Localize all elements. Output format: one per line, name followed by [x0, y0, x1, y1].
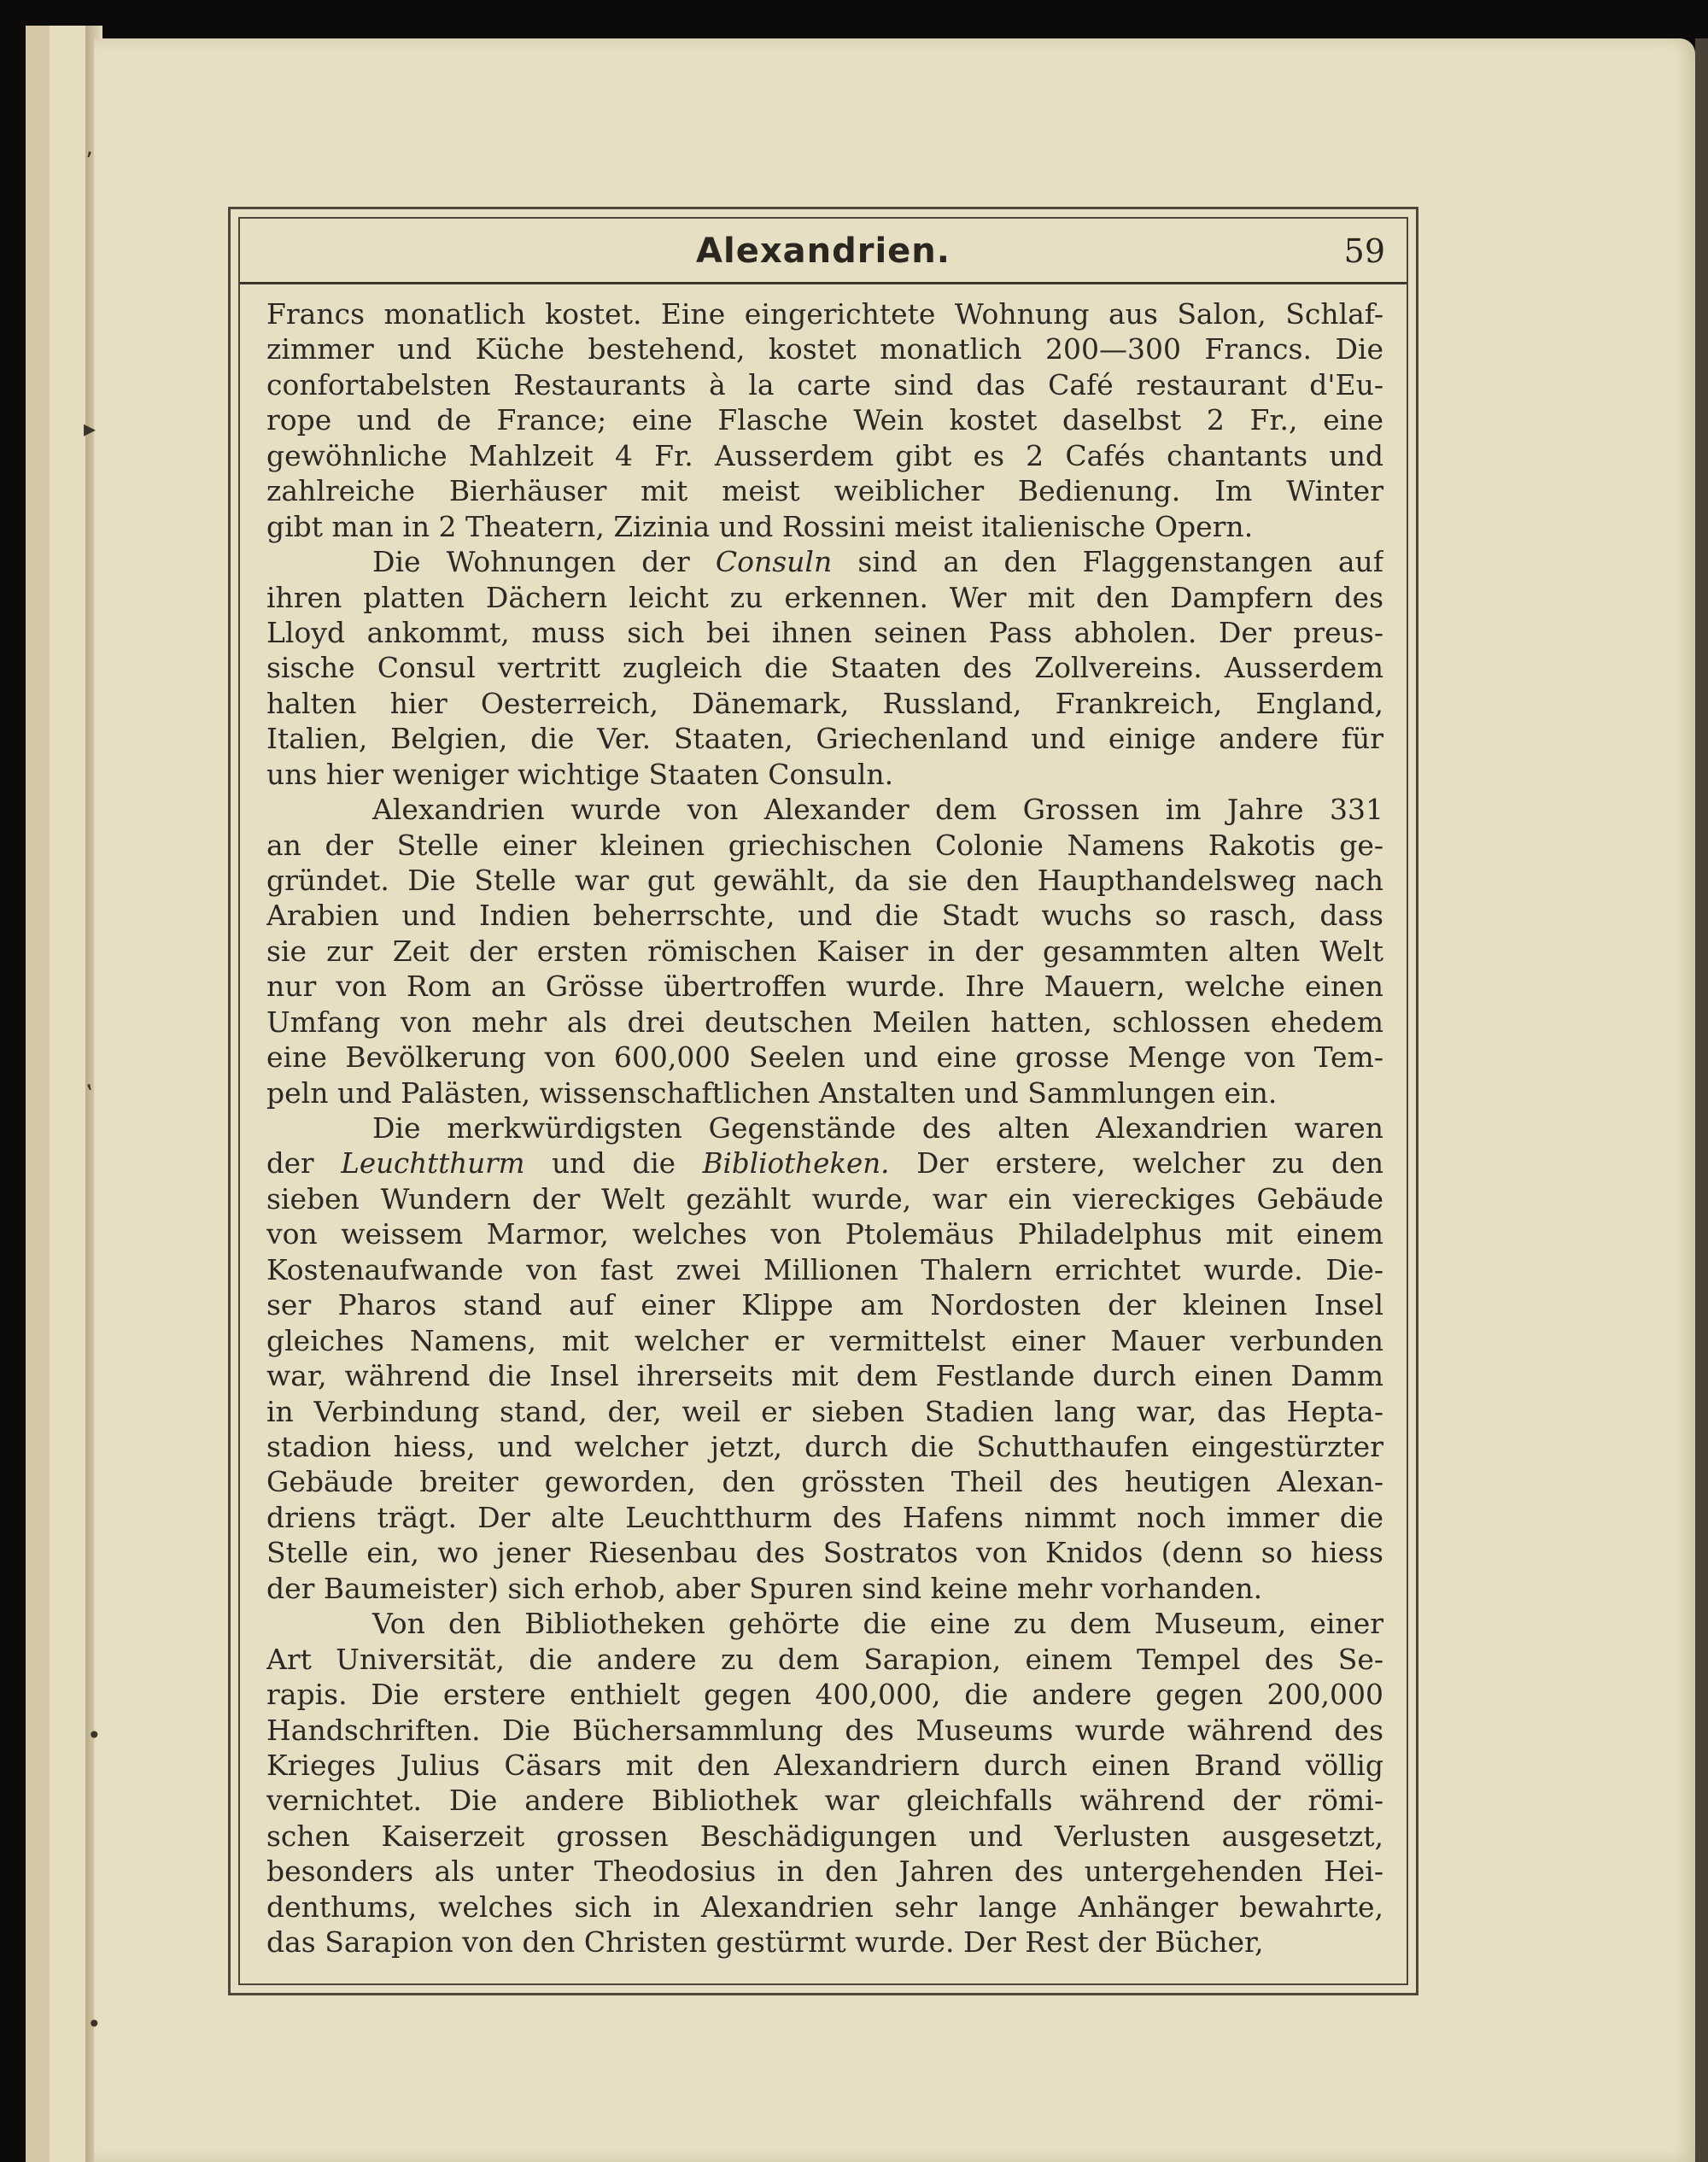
text-line: [266, 1464, 1383, 1499]
text-segment: schen Kaiserzeit grossen Beschädigungen und Verlusten ausgesetzt,: [266, 1819, 1383, 1853]
text-line: [266, 615, 1383, 650]
text-segment: vernichtet. Die andere Bibliothek war gleichfalls während der römi-: [266, 1784, 1383, 1818]
text-line: [266, 1535, 1383, 1570]
text-line: [266, 969, 1383, 1004]
text-segment: Alexandrien wurde von Alexander dem Grossen im Jahre 331: [372, 793, 1383, 827]
text-line: [266, 1925, 1383, 1960]
text-segment: gewöhnliche Mahlzeit 4 Fr. Ausserdem gibt es 2 Cafés chantants und: [266, 438, 1383, 472]
page-number: 59: [1343, 232, 1385, 270]
left-page-fold: [26, 26, 50, 2162]
margin-mark: ▸: [84, 414, 97, 442]
text-segment: Die merkwürdigsten Gegenstände des alten Alexandrien waren: [372, 1111, 1383, 1145]
text-line: [266, 1252, 1383, 1287]
text-segment: zahlreiche Bierhäuser mit meist weiblicher Bedienung. Im Winter: [266, 474, 1383, 508]
text-segment: gründet. Die Stelle war gut gewählt, da sie den Haupthandelsweg nach: [266, 864, 1383, 897]
text-segment: Die Wohnungen der: [372, 545, 716, 579]
text-line: [266, 1783, 1383, 1818]
text-segment: an der Stelle einer kleinen griechischen Colonie Namens Rakotis ge-: [266, 828, 1383, 862]
text-line: [266, 1429, 1383, 1464]
text-segment: das Sarapion von den Christen gestürmt wurde. Der Rest der Bücher,: [266, 1925, 1264, 1960]
text-segment: nur von Rom an Grösse übertroffen wurde. Ihre Mauern, welche einen: [266, 970, 1383, 1004]
text-segment: driens trägt. Der alte Leuchtthurm des Hafens nimmt noch immer die: [266, 1500, 1383, 1534]
running-title: Alexandrien.: [696, 231, 951, 271]
text-segment: Arabien und Indien beherrschte, und die Stadt wuchs so rasch, dass: [266, 899, 1383, 933]
text-line: [266, 473, 1383, 508]
text-line: [266, 1606, 1383, 1641]
text-line: [266, 1890, 1383, 1925]
text-line: [266, 331, 1383, 366]
text-segment: denthums, welches sich in Alexandrien sehr lange Anhänger bewahrte,: [266, 1890, 1383, 1924]
text-line: [266, 1181, 1383, 1216]
text-segment: von weissem Marmor, welches von Ptolemäus Philadelphus mit einem: [266, 1217, 1383, 1251]
left-page-edge: [26, 26, 85, 2162]
text-segment: sind an den Flaggenstangen auf: [832, 545, 1383, 579]
text-segment: ser Pharos stand auf einer Klippe am Nordosten der kleinen Insel: [266, 1288, 1383, 1322]
text-segment: Krieges Julius Cäsars mit den Alexandriern durch einen Brand völlig: [266, 1748, 1383, 1782]
text-segment: Italien, Belgien, die Ver. Staaten, Griechenland und einige andere für: [266, 722, 1383, 756]
text-segment: gibt man in 2 Theatern, Zizinia und Rossini meist italienische Opern.: [266, 509, 1254, 543]
text-segment: Lloyd ankommt, muss sich bei ihnen seinen Pass abholen. Der preus-: [266, 615, 1383, 649]
text-line: [266, 686, 1383, 721]
italic-text: Leuchtthurm: [341, 1146, 525, 1180]
text-line: [266, 863, 1383, 898]
text-line: [266, 1110, 1383, 1145]
body-text: [266, 296, 1383, 1960]
margin-mark: ʽ: [85, 1082, 93, 1110]
text-line: [266, 650, 1383, 685]
header-rule: [240, 282, 1407, 284]
text-segment: in Verbindung stand, der, weil er sieben Stadien lang war, das Hepta-: [266, 1394, 1383, 1428]
text-segment: war, während die Insel ihrerseits mit dem Festlande durch einen Damm: [266, 1359, 1383, 1393]
text-line: [266, 438, 1383, 473]
text-segment: rope und de France; eine Flasche Wein kostet daselbst 2 Fr., eine: [266, 403, 1383, 437]
text-segment: und die: [524, 1146, 703, 1180]
text-segment: eine Bevölkerung von 600,000 Seelen und eine grosse Menge von Tem-: [266, 1040, 1383, 1075]
text-line: [266, 792, 1383, 827]
italic-text: Consuln: [715, 545, 833, 579]
text-line: [266, 757, 1383, 792]
text-segment: Kostenaufwande von fast zwei Millionen Thalern errichtet wurde. Die-: [266, 1252, 1383, 1286]
text-line: [266, 898, 1383, 933]
text-segment: uns hier weniger wichtige Staaten Consuln.: [266, 757, 894, 791]
text-line: [266, 1075, 1383, 1110]
text-line: [266, 721, 1383, 756]
text-segment: stadion hiess, und welcher jetzt, durch die Schutthaufen eingestürzter: [266, 1430, 1383, 1463]
text-segment: peln und Palästen, wissenschaftlichen Anstalten und Sammlungen ein.: [266, 1075, 1278, 1110]
text-segment: Stelle ein, wo jener Riesenbau des Sostratos von Knidos (denn so hiess: [266, 1536, 1383, 1570]
text-segment: Francs monatlich kostet. Eine eingerichtete Wohnung aus Salon, Schlaf-: [266, 297, 1383, 331]
text-segment: Art Universität, die andere zu dem Sarapion, einem Tempel des Se-: [266, 1642, 1383, 1676]
text-line: [266, 402, 1383, 437]
text-segment: Von den Bibliotheken gehörte die eine zu dem Museum, einer: [372, 1607, 1383, 1641]
text-line: [266, 367, 1383, 402]
text-line: [266, 1500, 1383, 1535]
text-segment: gleiches Namens, mit welcher er vermittelst einer Mauer verbunden: [266, 1323, 1383, 1357]
margin-mark: ʼ: [85, 147, 93, 175]
text-line: [266, 1323, 1383, 1358]
text-segment: Der erstere, welcher zu den: [889, 1146, 1383, 1180]
text-line: [266, 1642, 1383, 1677]
page-edge-shadow: [1695, 38, 1708, 2162]
text-segment: zimmer und Küche bestehend, kostet monatlich 200—300 Francs. Die: [266, 332, 1383, 366]
text-segment: sische Consul vertritt zugleich die Staaten des Zollvereins. Ausserdem: [266, 651, 1383, 685]
text-line: [266, 1216, 1383, 1251]
text-line: [266, 296, 1383, 331]
text-line: [266, 1748, 1383, 1783]
text-line: [266, 934, 1383, 969]
text-segment: Handschriften. Die Büchersammlung des Museums wurde während des: [266, 1713, 1383, 1747]
text-line: [266, 1819, 1383, 1854]
margin-mark: •: [87, 2010, 102, 2038]
text-segment: rapis. Die erstere enthielt gegen 400,000, die andere gegen 200,000: [266, 1678, 1383, 1712]
text-line: [266, 1677, 1383, 1712]
text-line: [266, 1571, 1383, 1606]
text-line: [266, 828, 1383, 863]
text-segment: Umfang von mehr als drei deutschen Meilen hatten, schlossen ehedem: [266, 1005, 1383, 1039]
text-line: [266, 1287, 1383, 1322]
text-segment: der Baumeister) sich erhob, aber Spuren sind keine mehr vorhanden.: [266, 1571, 1263, 1605]
text-segment: confortabelsten Restaurants à la carte sind das Café restaurant d'Eu-: [266, 367, 1383, 401]
text-line: [266, 1040, 1383, 1075]
text-segment: ihren platten Dächern leicht zu erkennen. Wer mit den Dampfern des: [266, 580, 1383, 614]
italic-text: Bibliotheken.: [702, 1146, 890, 1180]
text-line: [266, 1005, 1383, 1040]
text-line: [266, 509, 1383, 544]
text-line: [266, 1713, 1383, 1748]
text-line: [266, 1358, 1383, 1393]
text-line: [266, 580, 1383, 615]
text-line: [266, 544, 1383, 579]
text-segment: sie zur Zeit der ersten römischen Kaiser in der gesammten alten Welt: [266, 934, 1383, 968]
text-line: [266, 1146, 1383, 1181]
text-segment: der: [266, 1146, 342, 1180]
text-segment: sieben Wundern der Welt gezählt wurde, war ein viereckiges Gebäude: [266, 1181, 1383, 1216]
text-segment: Gebäude breiter geworden, den grössten Theil des heutigen Alexan-: [266, 1465, 1383, 1499]
text-segment: besonders als unter Theodosius in den Jahren des untergehenden Hei-: [266, 1854, 1383, 1889]
text-line: [266, 1394, 1383, 1429]
text-line: [266, 1854, 1383, 1889]
text-segment: halten hier Oesterreich, Dänemark, Russland, Frankreich, England,: [266, 686, 1383, 720]
margin-mark: •: [87, 1721, 102, 1749]
